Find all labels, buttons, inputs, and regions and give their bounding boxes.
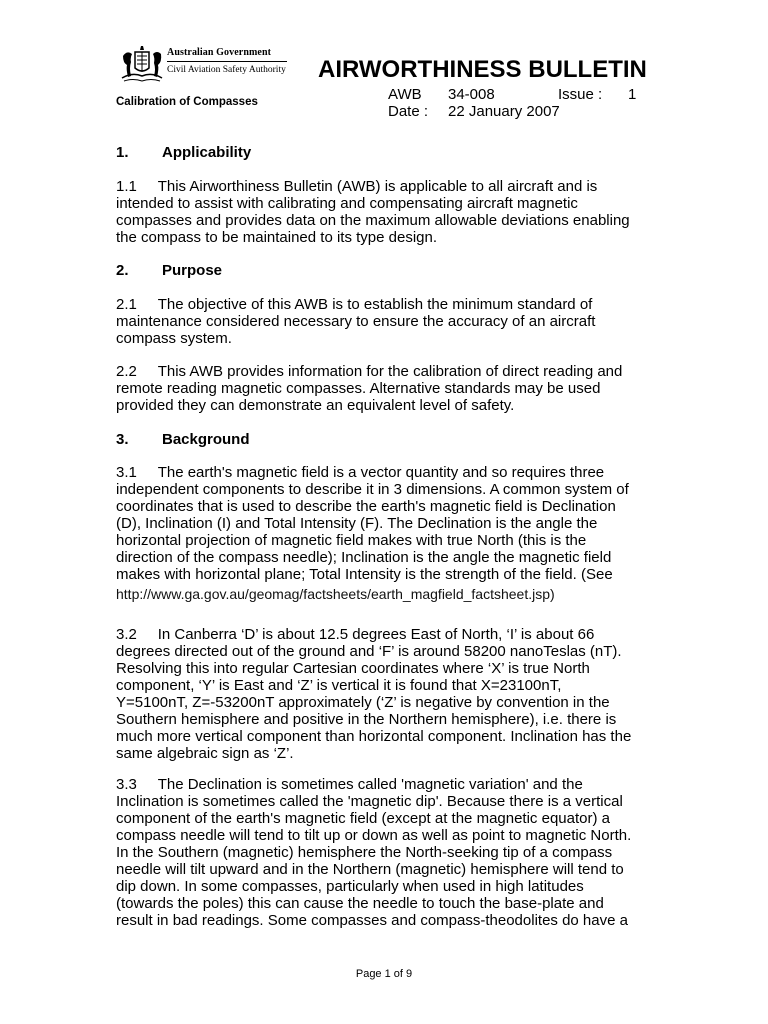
text-line: needle will tilt upward and in the Northern (magnetic) hemisphere will tend to — [116, 861, 624, 878]
text-line: coordinates that is used to describe the earth's magnetic field is Declination — [116, 498, 616, 515]
section-heading-purpose — [116, 262, 222, 279]
text-line: the compass to be maintained to its type design. — [116, 229, 438, 246]
date-value: 22 January 2007 — [448, 103, 560, 120]
document-title: AIRWORTHINESS BULLETIN — [318, 56, 647, 83]
text-line: degrees directed out of the ground and ‘F’ is around 58200 nanoTeslas (nT). — [116, 643, 622, 660]
text-line: makes with horizontal plane; Total Intensity is the strength of the field. (See — [116, 566, 613, 583]
text-line: much more vertical component than horizontal component. Inclination has the — [116, 728, 632, 745]
paragraph-2-1 — [116, 296, 656, 347]
org-line-1: Australian Government — [167, 47, 272, 58]
awb-value: 34-008 — [448, 86, 495, 103]
text-line: 2.1 The objective of this AWB is to establish the minimum standard of — [116, 296, 593, 313]
page-number: Page 1 of 9 — [355, 968, 413, 980]
text-line: Inclination is sometimes called the 'magnetic dip'. Because there is a vertical — [116, 793, 623, 810]
text-line: component of the earth's magnetic field (except at the magnetic equator) a — [116, 810, 610, 827]
text-line: maintenance considered necessary to ensure the accuracy of an aircraft — [116, 313, 596, 330]
logo-divider — [167, 61, 287, 62]
text-line: compass system. — [116, 330, 232, 347]
text-line: 3.2 In Canberra ‘D’ is about 12.5 degrees East of North, ‘I’ is about 66 — [116, 626, 595, 643]
section-number: 3. — [116, 431, 129, 448]
section-title: Purpose — [162, 262, 223, 279]
factsheet-link[interactable]: http://www.ga.gov.au/geomag/factsheets/earth_magfield_factsheet.jsp) — [116, 586, 555, 602]
casa-logo — [120, 44, 290, 86]
section-heading-background — [116, 431, 250, 448]
section-title: Background — [162, 431, 250, 448]
paragraph-3-2 — [116, 626, 656, 762]
paragraph-3-1 — [116, 464, 656, 583]
text-line: intended to assist with calibrating and compensating aircraft magnetic — [116, 195, 578, 212]
text-line: direction of the compass needle); Inclination is the angle the magnetic field — [116, 549, 612, 566]
issue-value: 1 — [628, 86, 637, 103]
paragraph-2-2 — [116, 363, 656, 414]
text-line: Y=5100nT, Z=-53200nT approximately (‘Z’ is negative by convention in the — [116, 694, 610, 711]
org-line-2: Civil Aviation Safety Authority — [167, 65, 286, 75]
text-line: 3.1 The earth's magnetic field is a vector quantity and so requires three — [116, 464, 605, 481]
text-line: independent components to describe it in 3 dimensions. A common system of — [116, 481, 629, 498]
text-line: (towards the poles) this can cause the needle to touch the base-plate and — [116, 895, 604, 912]
coat-of-arms-icon — [120, 44, 164, 84]
text-line: dip down. In some compasses, particularly when used in high latitudes — [116, 878, 584, 895]
issue-label: Issue : — [558, 86, 603, 103]
text-line: Southern hemisphere and positive in the Northern hemisphere), i.e. there is — [116, 711, 617, 728]
section-number: 1. — [116, 144, 129, 161]
document-subject: Calibration of Compasses — [116, 96, 258, 108]
section-number: 2. — [116, 262, 129, 279]
text-line: result in bad readings. Some compasses and compass-theodolites do have a — [116, 912, 628, 929]
text-line: compasses and provides data on the maximum allowable deviations enabling — [116, 212, 630, 229]
text-line: 3.3 The Declination is sometimes called 'magnetic variation' and the — [116, 776, 583, 793]
text-line: remote reading magnetic compasses. Alternative standards may be used — [116, 380, 601, 397]
paragraph-1-1 — [116, 178, 656, 246]
text-line: same algebraic sign as ‘Z’. — [116, 745, 294, 762]
text-line: (D), Inclination (I) and Total Intensity (F). The Declination is the angle the — [116, 515, 598, 532]
date-label: Date : — [388, 103, 429, 120]
text-line: 2.2 This AWB provides information for the calibration of direct reading and — [116, 363, 623, 380]
text-line: component, ‘Y’ is East and ‘Z’ is vertical it is found that X=23100nT, — [116, 677, 562, 694]
awb-label: AWB — [388, 86, 422, 103]
text-line: In the Southern (magnetic) hemisphere the North-seeking tip of a compass — [116, 844, 613, 861]
text-line: Resolving this into regular Cartesian coordinates where ‘X’ is true North — [116, 660, 590, 677]
text-line: compass needle will tend to tilt up or down as well as point to magnetic North. — [116, 827, 632, 844]
text-line: 1.1 This Airworthiness Bulletin (AWB) is applicable to all aircraft and is — [116, 178, 598, 195]
text-line: provided they can demonstrate an equivalent level of safety. — [116, 397, 515, 414]
section-heading-applicability — [116, 144, 251, 161]
text-line: horizontal projection of magnetic field makes with true North (this is the — [116, 532, 587, 549]
section-title: Applicability — [162, 144, 252, 161]
paragraph-3-3 — [116, 776, 656, 929]
